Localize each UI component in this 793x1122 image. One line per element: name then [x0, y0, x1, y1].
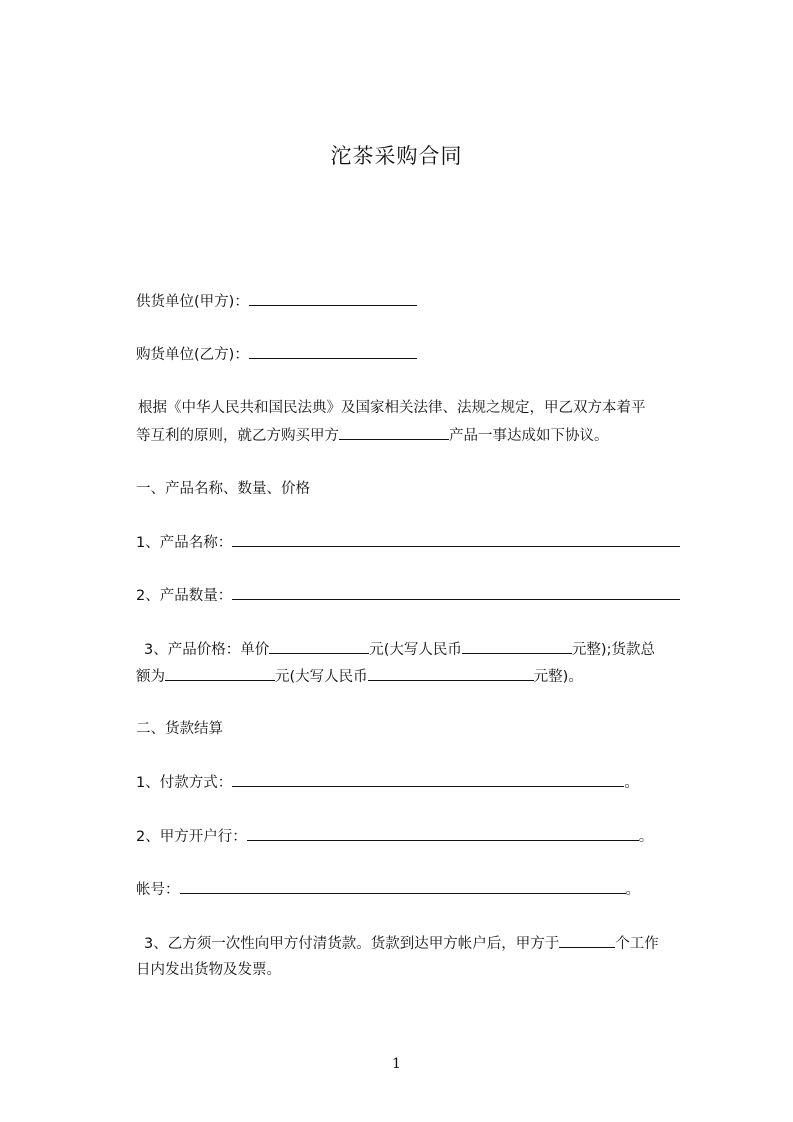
working-days-blank[interactable] [559, 934, 615, 948]
price-line-2-text-c: 元整)。 [533, 669, 583, 685]
clause3-line-2: 日内发出货物及发票。 [136, 962, 281, 978]
price-line-2-text-b: 元(大写人民币 [275, 669, 368, 685]
supplier-label: 供货单位(甲方)： [136, 294, 249, 310]
clause3-line-1 [144, 934, 659, 953]
account-blank[interactable] [180, 880, 626, 894]
total-amount-words-blank[interactable] [368, 667, 534, 681]
product-name-line [136, 533, 680, 552]
product-name-blank[interactable] [232, 533, 680, 547]
price-line-1-text-b: 元(大写人民币 [369, 642, 462, 658]
price-line-1-text-c: 元整);货款总 [571, 642, 655, 658]
account-period: 。 [625, 882, 640, 898]
intro-line-1: 根据《中华人民共和国民法典》及国家相关法律、法规之规定，甲乙双方本着平 [138, 400, 646, 416]
price-line-2-text-a: 额为 [136, 669, 165, 685]
supplier-blank[interactable] [249, 292, 417, 306]
unit-price-words-blank[interactable] [462, 640, 572, 654]
price-line-1 [144, 640, 655, 659]
product-qty-blank[interactable] [232, 586, 680, 600]
clause3-line-1-text-a: 3、乙方须一次性向甲方付清货款。货款到达甲方帐户后，甲方于 [144, 936, 560, 952]
product-qty-label: 2、产品数量： [136, 588, 233, 604]
buyer-line [136, 345, 417, 364]
product-name-label: 1、产品名称： [136, 535, 233, 551]
intro-line-2 [136, 426, 609, 445]
page-number: 1 [392, 1056, 401, 1072]
section1-heading: 一、产品名称、数量、价格 [136, 481, 310, 497]
bank-blank[interactable] [247, 827, 639, 841]
account-label: 帐号： [136, 882, 180, 898]
supplier-line [136, 292, 417, 311]
unit-price-blank[interactable] [269, 640, 369, 654]
payment-method-blank[interactable] [232, 773, 624, 787]
price-line-1-text-a: 3、产品价格：单价 [144, 642, 270, 658]
bank-line [136, 827, 653, 846]
payment-method-period: 。 [624, 775, 639, 791]
buyer-blank[interactable] [249, 345, 417, 359]
supplier-product-blank[interactable] [339, 426, 449, 440]
account-line [136, 880, 640, 899]
document-title: 沱茶采购合同 [330, 144, 463, 168]
total-amount-blank[interactable] [165, 667, 275, 681]
bank-label: 2、甲方开户行： [136, 829, 247, 845]
price-line-2 [136, 667, 583, 686]
payment-method-line [136, 773, 639, 792]
intro-line-2-text-a: 等互利的原则，就乙方购买甲方 [136, 428, 339, 444]
section2-heading: 二、货款结算 [136, 721, 223, 737]
intro-line-2-text-b: 产品一事达成如下协议。 [449, 428, 609, 444]
product-qty-line [136, 586, 680, 605]
payment-method-label: 1、付款方式： [136, 775, 233, 791]
bank-period: 。 [638, 829, 654, 845]
clause3-line-1-text-b: 个工作 [615, 936, 659, 952]
buyer-label: 购货单位(乙方)： [136, 347, 249, 363]
